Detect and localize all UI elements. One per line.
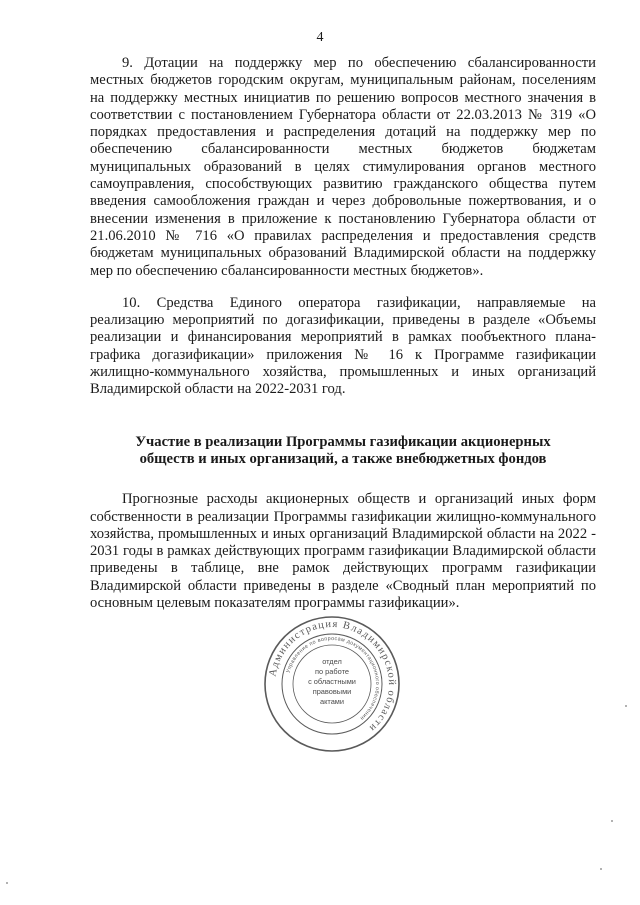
paragraph-9: 9. Дотации на поддержку мер по обеспечению сбалансированности местных бюджетов городским округам, муниципальным районам, поселениям на поддержку местных инициатив по решению вопросов местного значения в соответствии с постановлением Губернатора области от 22.03.2013 № 319 «О порядках предоставления и распределения дотаций на поддержку мер по обеспечению сбалансированности местных бюджетов бюджетам муниципальных образований в целях стимулирования органов местного самоуправления, способствующих развитию гражданского общества путем введения самообложения граждан и через добровольные пожертвования, и о внесении изменения в приложение к постановлению Губернатора области от 21.06.2010 № 716 «О правилах распределения и предоставления средств бюджетам муниципальных образований Владимирской области на поддержку мер по обеспечению сбалансированности местных бюджетов».: [90, 55, 596, 279]
section-heading-line2: обществ и иных организаций, а также внебюджетных фондов: [139, 450, 547, 467]
document-body: [90, 55, 596, 612]
section-heading-line1: Участие в реализации Программы газификации акционерных: [135, 433, 551, 450]
paragraph-10: 10. Средства Единого оператора газификации, направляемые на реализацию мероприятий по догазификации, приведены в разделе «Объемы реализации и финансирования мероприятий в рамках пообъектного плана-графика догазификации» приложения № 16 к Программе газификации жилищно-коммунального хозяйства, промышленных и иных организаций Владимирской области на 2022-2031 год.: [90, 294, 596, 398]
page-number: 4: [316, 30, 324, 45]
section-paragraph: Прогнозные расходы акционерных обществ и организаций иных форм собственности в реализации Программы газификации жилищно-коммунального хозяйства, промышленных и иных организаций Владимирской области на 2022 - 2031 годы в рамках действующих программ газификации Владимирской области приведены в таблице, вне рамок действующих программ газификации Владимирской области приведены в разделе «Сводный план мероприятий по основным целевым показателям программы газификации».: [90, 491, 596, 612]
scan-speck: [611, 820, 613, 822]
stamp-outer-text: Администрация Владимирской области: [267, 618, 398, 735]
stamp-center-line: по работе: [315, 667, 349, 676]
stamp-center-line: отдел: [322, 657, 342, 666]
stamp-center-line: правовыми: [312, 687, 352, 696]
scan-speck: [625, 705, 627, 707]
section-heading: [90, 434, 596, 469]
official-stamp: [262, 614, 402, 754]
stamp-inner-text: Управление по вопросам документационного обеспечения: [285, 635, 381, 722]
stamp-center-line: с областными: [308, 677, 356, 686]
scan-speck: [6, 882, 8, 884]
stamp-center-line: актами: [319, 697, 345, 706]
scan-speck: [600, 868, 602, 870]
stamp-seal: [262, 614, 402, 754]
